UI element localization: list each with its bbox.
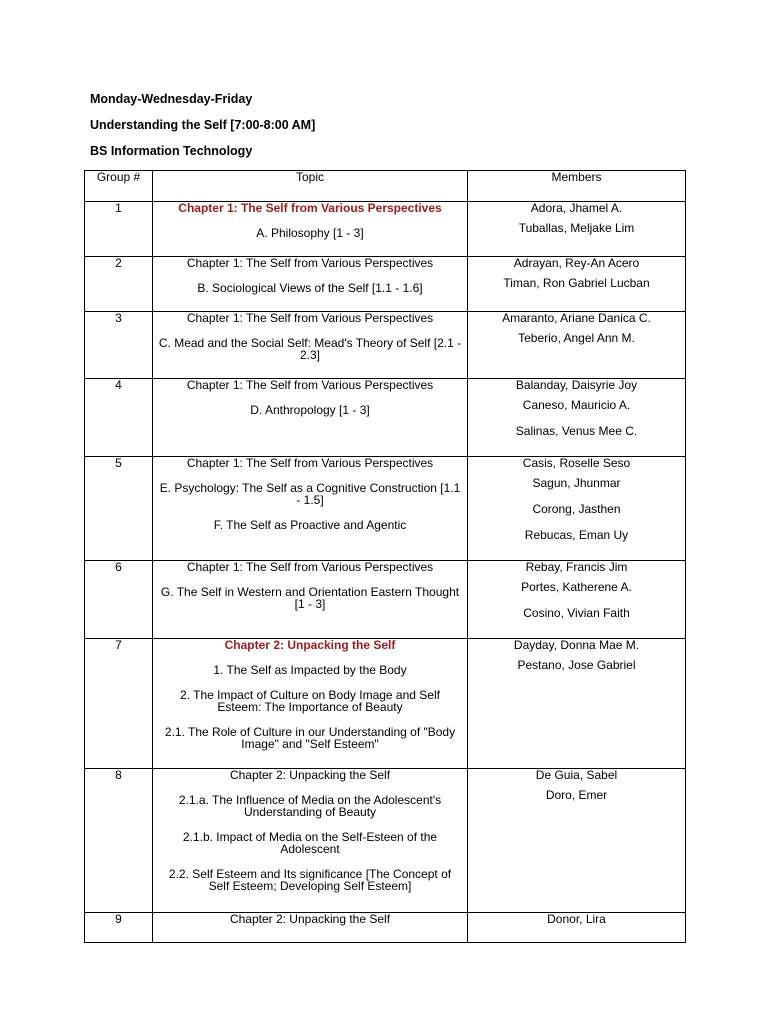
group-number: 7 — [85, 639, 153, 769]
members-cell — [468, 457, 686, 561]
chapter-title: Chapter 1: The Self from Various Perspectives — [186, 256, 434, 270]
table-row — [85, 561, 686, 639]
members-cell — [468, 202, 686, 257]
topic-line: 2.1. The Role of Culture in our Understanding of "Body Image" and "Self Esteem" — [164, 725, 456, 751]
table-header-row — [85, 171, 686, 202]
member-name: Caneso, Mauricio A. — [522, 398, 631, 412]
topic-cell — [153, 913, 468, 943]
topic-cell — [153, 769, 468, 913]
member-name: Rebucas, Eman Uy — [524, 528, 629, 542]
member-name: Casis, Roselle Seso — [522, 456, 631, 470]
chapter-title: Chapter 1: The Self from Various Perspectives — [186, 378, 434, 392]
members-cell — [468, 913, 686, 943]
topic-line: C. Mead and the Social Self: Mead's Theory of Self [2.1 - 2.3] — [158, 336, 462, 362]
topic-cell — [153, 379, 468, 457]
chapter-title: Chapter 2: Unpacking the Self — [224, 638, 396, 652]
schedule-days: Monday-Wednesday-Friday — [90, 92, 253, 106]
chapter-title: Chapter 1: The Self from Various Perspectives — [186, 560, 434, 574]
member-name: Amaranto, Ariane Danica C. — [502, 311, 651, 325]
topic-line: 2.1.b. Impact of Media on the Self-Esteen of the Adolescent — [182, 830, 438, 856]
column-header-group: Group # — [85, 171, 153, 202]
topic-cell — [153, 457, 468, 561]
group-number: 2 — [85, 257, 153, 312]
members-cell — [468, 379, 686, 457]
table-row — [85, 769, 686, 913]
topic-cell — [153, 639, 468, 769]
group-number: 4 — [85, 379, 153, 457]
topic-cell — [153, 202, 468, 257]
member-name: Adora, Jhamel A. — [530, 201, 623, 215]
members-cell — [468, 312, 686, 379]
topic-line: 2.1.a. The Influence of Media on the Adolescent's Understanding of Beauty — [178, 793, 442, 819]
group-assignment-table — [84, 170, 686, 943]
topic-line: 2. The Impact of Culture on Body Image and Self Esteem: The Importance of Beauty — [180, 688, 440, 714]
topic-line: 1. The Self as Impacted by the Body — [213, 663, 407, 677]
program-name: BS Information Technology — [90, 144, 253, 158]
member-name: Cosino, Vivian Faith — [523, 606, 630, 620]
group-number: 3 — [85, 312, 153, 379]
group-number: 9 — [85, 913, 153, 943]
members-cell — [468, 769, 686, 913]
column-header-topic: Topic — [153, 171, 468, 202]
topic-line: A. Philosophy [1 - 3] — [256, 226, 364, 240]
member-name: Portes, Katherene A. — [521, 580, 632, 594]
table-row — [85, 312, 686, 379]
member-name: Timan, Ron Gabriel Lucban — [503, 276, 650, 290]
members-cell — [468, 257, 686, 312]
topic-line: E. Psychology: The Self as a Cognitive Construction [1.1 - 1.5] — [159, 481, 461, 507]
members-cell — [468, 639, 686, 769]
chapter-title: Chapter 1: The Self from Various Perspectives — [186, 311, 434, 325]
member-name: Rebay, Francis Jim — [525, 560, 628, 574]
member-name: Tuballas, Meljake Lim — [518, 221, 635, 235]
group-number: 1 — [85, 202, 153, 257]
table-row — [85, 202, 686, 257]
course-title: Understanding the Self [7:00-8:00 AM] — [90, 118, 316, 132]
topic-line: D. Anthropology [1 - 3] — [250, 403, 370, 417]
table-body — [85, 202, 686, 943]
group-number: 8 — [85, 769, 153, 913]
table-row — [85, 639, 686, 769]
chapter-title: Chapter 2: Unpacking the Self — [229, 768, 391, 782]
column-header-members: Members — [468, 171, 686, 202]
topic-line: B. Sociological Views of the Self [1.1 - 1.6] — [197, 281, 423, 295]
chapter-title: Chapter 2: Unpacking the Self — [229, 912, 391, 926]
document-header — [90, 89, 315, 167]
chapter-title: Chapter 1: The Self from Various Perspectives — [178, 201, 442, 215]
member-name: Pestano, Jose Gabriel — [517, 658, 636, 672]
topic-line: F. The Self as Proactive and Agentic — [213, 518, 407, 532]
member-name: De Guia, Sabel — [535, 768, 618, 782]
member-name: Salinas, Venus Mee C. — [515, 424, 638, 438]
topic-line: 2.2. Self Esteem and Its significance [The Concept of Self Esteem; Developing Self Esteem] — [168, 867, 452, 893]
table-row — [85, 379, 686, 457]
members-cell — [468, 561, 686, 639]
group-number: 5 — [85, 457, 153, 561]
topic-line: G. The Self in Western and Orientation Eastern Thought [1 - 3] — [160, 585, 460, 611]
topic-cell — [153, 257, 468, 312]
table-row — [85, 913, 686, 943]
member-name: Corong, Jasthen — [532, 502, 621, 516]
group-number: 6 — [85, 561, 153, 639]
table-row — [85, 457, 686, 561]
topic-cell — [153, 561, 468, 639]
member-name: Donor, Lira — [547, 912, 606, 926]
member-name: Dayday, Donna Mae M. — [513, 638, 640, 652]
member-name: Teberio, Angel Ann M. — [518, 331, 635, 345]
topic-cell — [153, 312, 468, 379]
member-name: Balanday, Daisyrie Joy — [515, 378, 638, 392]
chapter-title: Chapter 1: The Self from Various Perspectives — [186, 456, 434, 470]
table-row — [85, 257, 686, 312]
member-name: Sagun, Jhunmar — [532, 476, 621, 490]
member-name: Adrayan, Rey-An Acero — [513, 256, 640, 270]
member-name: Doro, Emer — [545, 788, 608, 802]
